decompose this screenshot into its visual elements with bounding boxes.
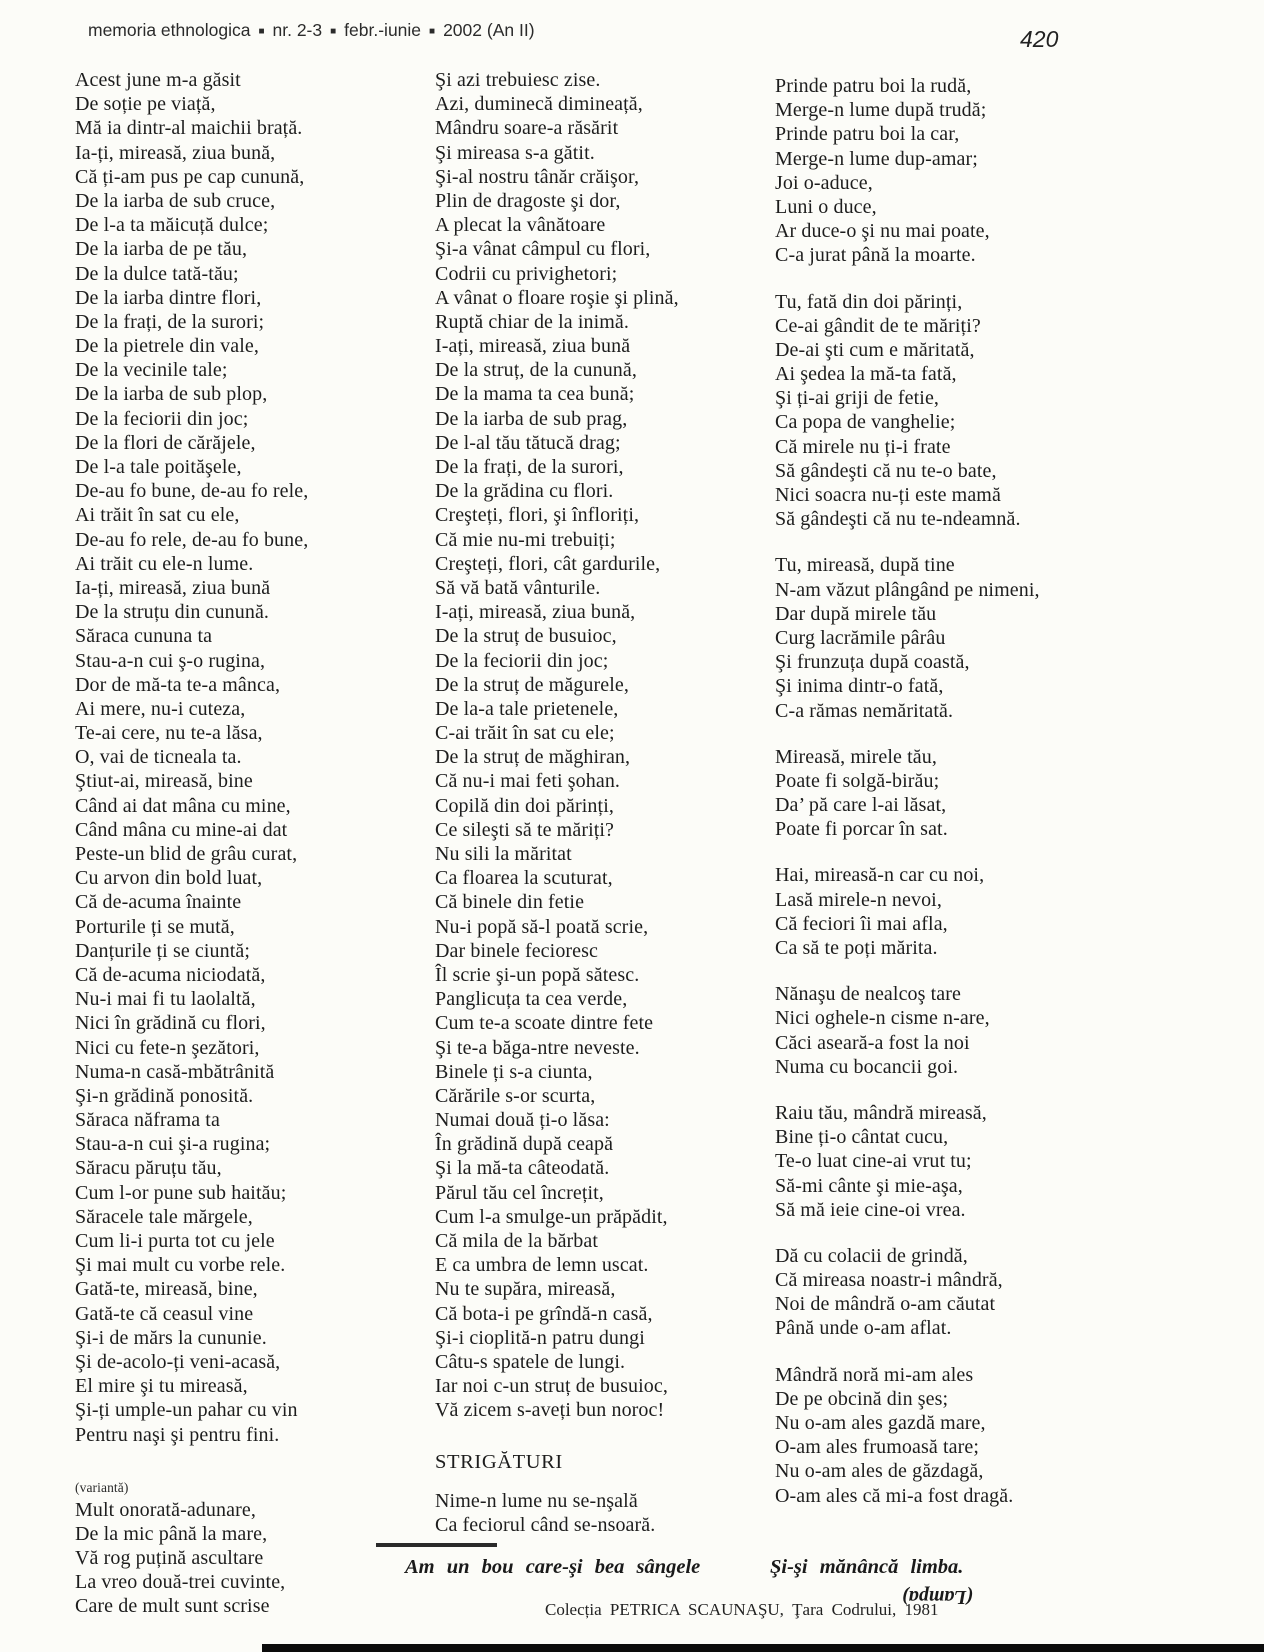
verse-line: N-am văzut plângând pe nimeni, [775, 578, 1040, 601]
verse-line: Ruptă chiar de la inimă. [435, 310, 630, 333]
verse-line: Nici soacra nu-ți este mamă [775, 484, 1001, 506]
verse-line: Da’ pă care l-ai lăsat, [775, 794, 947, 817]
verse-line: De la vecinile tale; [75, 359, 228, 382]
footer-quote-left: Am un bou care-şi bea sângele [405, 1556, 701, 1578]
verse-line: Ce-ai gândit de te măriți? [775, 314, 981, 337]
verse-line: Că binele din fetie [435, 891, 585, 914]
separator-square-icon: ■ [258, 26, 265, 37]
stanza [435, 1489, 785, 1537]
verse-line: A plecat la vânătoare [435, 214, 606, 237]
verse-line: O-am ales frumoasă tare; [775, 1436, 979, 1459]
verse-line: Ce sileşti să te măriți? [435, 818, 615, 841]
variant-note: (variantă) [75, 1479, 129, 1495]
verse-line: De la frați, de la surori; [75, 310, 265, 333]
verse-line: Raiu tău, mândră mireasă, [775, 1101, 987, 1124]
verse-line: I-ați, mireasă, ziua bună, [435, 601, 636, 624]
verse-line: Creşteți, flori, cât gardurile, [435, 552, 661, 575]
verse-line: Dă cu colacii de grindă, [775, 1244, 968, 1267]
verse-line: I-ați, mireasă, ziua bună [435, 335, 631, 358]
stanza [775, 290, 1175, 532]
verse-line: Că nu-i mai feti şohan. [435, 770, 621, 793]
verse-line: Ai trăit cu ele-n lume. [75, 552, 254, 575]
poem-column-2 [435, 68, 785, 1537]
verse-line: De la iarba de sub cruce, [75, 189, 276, 212]
verse-line: Numa cu bocancii goi. [775, 1055, 959, 1078]
section-heading: STRIGĂTURI [435, 1450, 563, 1473]
verse-line: Binele ți s-a ciunta, [435, 1060, 593, 1083]
header-issue-months: febr.-iunie [344, 20, 422, 40]
verse-line: Săraca năframa ta [75, 1109, 220, 1132]
verse-line: Cum l-or pune sub haitău; [75, 1181, 287, 1204]
verse-line: De la iarba de sub prag, [435, 407, 628, 430]
verse-line: Hai, mireasă-n car cu noi, [775, 864, 985, 887]
verse-line: Luni o duce, [775, 195, 877, 218]
stanza [775, 745, 1175, 842]
verse-line: Că feciori îi mai afla, [775, 912, 948, 935]
footer-quote-right: Şi-şi mănâncă limba. [770, 1556, 964, 1578]
verse-line: Şi te-a băga-ntre neveste. [435, 1036, 640, 1059]
verse-line: Mireasă, mirele tău, [775, 745, 937, 768]
verse-line: Cu arvon din bold luat, [75, 867, 263, 890]
verse-line: Mă ia dintr-al maichii brață. [75, 117, 303, 140]
verse-line: Şi-i de mărs la cununie. [75, 1326, 267, 1349]
verse-line: Lasă mirele-n nevoi, [775, 888, 942, 911]
verse-line: Stau-a-n cui ş-o rugina, [75, 649, 266, 672]
verse-line: De-au fo rele, de-au fo bune, [75, 528, 309, 551]
verse-line: Te-o luat cine-ai vrut tu; [775, 1150, 972, 1173]
separator-square-icon: ■ [429, 26, 436, 37]
verse-line: Şi-ți umple-un pahar cu vin [75, 1399, 298, 1422]
poem-column-3 [775, 74, 1175, 1530]
verse-line: Până unde o-am aflat. [775, 1317, 952, 1340]
verse-line: Bine ți-o cântat cucu, [775, 1126, 949, 1149]
verse-line: Nu o-am ales gazdă mare, [775, 1412, 986, 1434]
verse-line: Porturile ți se mută, [75, 915, 235, 938]
verse-line: Că mie nu-mi trebuiți; [435, 528, 616, 551]
scan-artifact-bar [262, 1644, 1264, 1652]
verse-line: Ca floarea la scuturat, [435, 867, 613, 890]
verse-line: De pe obcină din şes; [775, 1387, 949, 1410]
verse-line: Şi la mă-ta câteodată. [435, 1157, 610, 1180]
verse-line: Merge-n lume dup-amar; [775, 147, 978, 170]
verse-line: Nu sili la măritat [435, 843, 572, 865]
verse-line: De la struț, de la cunună, [435, 359, 637, 382]
verse-line: Nu o-am ales de găzdagă, [775, 1460, 984, 1483]
verse-line: Noi de mândră o-am căutat [775, 1293, 996, 1316]
page-number: 420 [1020, 26, 1059, 52]
verse-line: Peste-un blid de grâu curat, [75, 843, 298, 865]
verse-line: De-au fo bune, de-au fo rele, [75, 480, 309, 503]
verse-line: Dar după mirele tău [775, 602, 937, 625]
journal-title: memoria ethnologica [88, 20, 251, 40]
verse-line: Nănaşu de nealcoş tare [775, 983, 961, 1006]
verse-line: De la struț de măgurele, [435, 673, 629, 696]
verse-line: Prinde patru boi la rudă, [775, 75, 972, 97]
verse-line: C-ai trăit în sat cu ele; [435, 722, 615, 745]
verse-line: Şi-al nostru tânăr crăişor, [435, 165, 640, 188]
verse-line: Dar binele fecioresc [435, 939, 599, 962]
verse-line: Şi mai mult cu vorbe rele. [75, 1254, 286, 1277]
verse-line: Acest june m-a găsit [75, 69, 241, 91]
verse-line: Creşteți, flori, şi înfloriți, [435, 504, 640, 527]
verse-line: Azi, duminecă dimineață, [435, 93, 643, 116]
verse-line: O-am ales că mi-a fost dragă. [775, 1484, 1014, 1507]
verse-line: De l-a tale poităşele, [75, 456, 242, 478]
verse-line: Numai două ți-o lăsa: [435, 1109, 610, 1132]
verse-line: Părul tău cel încrețit, [435, 1181, 604, 1204]
verse-line: C-a jurat până la moarte. [775, 244, 976, 267]
verse-line: De la feciorii din joc; [435, 649, 609, 672]
verse-line: Căci aseară-a fost la noi [775, 1031, 970, 1054]
verse-line: De la pietrele din vale, [75, 335, 259, 358]
verse-line: Ca să te poți mărita. [775, 937, 938, 959]
verse-line: Cărările s-or scurta, [435, 1084, 596, 1107]
verse-line: Că de-acuma înainte [75, 891, 242, 914]
verse-line: Şi azi trebuiesc zise. [435, 69, 601, 91]
verse-line: Nici în grădină cu flori, [75, 1012, 266, 1035]
verse-line: Ar duce-o şi nu mai poate, [775, 220, 990, 243]
footnote-divider-rule [376, 1543, 497, 1547]
verse-line: A vânat o floare roşie şi plină, [435, 286, 679, 309]
verse-line: De la frați, de la surori, [435, 456, 624, 478]
verse-line: Nu te supăra, mireasă, [435, 1278, 616, 1301]
verse-line: Când ai dat mâna cu mine, [75, 794, 291, 817]
verse-line: Joi o-aduce, [775, 171, 873, 194]
verse-line: Dor de mă-ta te-a mânca, [75, 673, 281, 696]
verse-line: Nici cu fete-n şezători, [75, 1036, 260, 1059]
stanza [775, 553, 1175, 722]
verse-line: De la dulce tată-tău; [75, 262, 239, 285]
verse-line: De la flori de cărăjele, [75, 431, 256, 454]
stanza [775, 74, 1175, 268]
verse-line: Cum li-i purta tot cu jele [75, 1230, 275, 1252]
separator-square-icon: ■ [330, 26, 337, 37]
verse-line: Ia-ți, mireasă, ziua bună [75, 576, 271, 599]
verse-line: Gată-te, mireasă, bine, [75, 1278, 258, 1301]
verse-line: De la iarba dintre flori, [75, 286, 262, 309]
verse-line: Ca feciorul când se-nsoară. [435, 1513, 656, 1536]
verse-line: Ca popa de vanghelie; [775, 411, 956, 434]
verse-line: Te-ai cere, nu te-a lăsa, [75, 722, 263, 745]
verse-line: Nu-i popă să-l poată scrie, [435, 915, 649, 938]
verse-line: De la iarba de pe tău, [75, 238, 248, 261]
verse-line: Prinde patru boi la car, [775, 123, 960, 146]
verse-line: Să mă ieie cine-oi vrea. [775, 1198, 966, 1221]
verse-line: E ca umbra de lemn uscat. [435, 1254, 649, 1277]
verse-line: De la feciorii din joc; [75, 407, 249, 430]
verse-line: Mândru soare-a răsărit [435, 117, 619, 140]
verse-line: De soție pe viață, [75, 93, 216, 116]
verse-line: Stau-a-n cui şi-a rugina; [75, 1133, 271, 1156]
verse-line: În grădină după ceapă [435, 1133, 614, 1156]
stanza [775, 1101, 1175, 1222]
verse-line: Curg lacrămile pârâu [775, 626, 946, 649]
verse-line: Pentru naşi şi pentru fini. [75, 1423, 280, 1446]
verse-line: Săracu păruțu tău, [75, 1157, 222, 1180]
rotated-attribution: (Lampa) [902, 1586, 974, 1608]
verse-line: Codrii cu privighetori; [435, 262, 618, 285]
verse-line: Că mirele nu ți-i frate [775, 435, 951, 458]
verse-line: De l-a ta măicuță dulce; [75, 214, 269, 237]
verse-line: Şi mireasa s-a gătit. [435, 141, 595, 164]
verse-line: Că de-acuma niciodată, [75, 963, 266, 986]
verse-line: C-a rămas nemăritată. [775, 699, 954, 722]
verse-line: O, vai de ticneala ta. [75, 746, 242, 769]
verse-line: Numa-n casă-mbătrânită [75, 1060, 275, 1083]
verse-line: De la mic până la mare, [75, 1522, 268, 1545]
verse-line: Iar noi c-un struț de busuioc, [435, 1375, 668, 1398]
verse-line: Panglicuța ta cea verde, [435, 988, 628, 1011]
verse-line: Nime-n lume nu se-nşală [435, 1489, 638, 1512]
verse-line: Merge-n lume după trudă; [775, 99, 987, 122]
verse-line: Câtu-s spatele de lungi. [435, 1350, 626, 1373]
verse-line: Săraca cununa ta [75, 625, 213, 648]
verse-line: Ai trăit în sat cu ele, [75, 504, 240, 527]
verse-line: Gată-te că ceasul vine [75, 1302, 254, 1325]
verse-line: El mire şi tu mireasă, [75, 1375, 248, 1398]
verse-line: Când mâna cu mine-ai dat [75, 818, 288, 841]
verse-line: Danțurile ți se ciuntă; [75, 939, 251, 962]
verse-line: Vă rog puțină ascultare [75, 1547, 264, 1570]
verse-line: Vă zicem s-aveți bun noroc! [435, 1399, 665, 1422]
verse-line: De la-a tale prietenele, [435, 697, 619, 720]
verse-line: Plin de dragoste şi dor, [435, 189, 621, 212]
verse-line: Nu-i mai fi tu laolaltă, [75, 988, 256, 1011]
verse-line: Tu, mireasă, după tine [775, 554, 955, 577]
verse-line: Să vă bată vânturile. [435, 576, 601, 599]
verse-line: Cum te-a scoate dintre fete [435, 1012, 654, 1035]
verse-line: De l-al tău tătucă drag; [435, 431, 621, 454]
verse-line: Mândră noră mi-am ales [775, 1363, 974, 1386]
collection-credit: Colecția PETRICA SCAUNAŞU, Ţara Codrului, 1981 [545, 1600, 939, 1619]
verse-line: Nici oghele-n cisme n-are, [775, 1007, 990, 1030]
journal-header [88, 20, 535, 41]
verse-line: Tu, fată din doi părinți, [775, 290, 963, 313]
verse-line: De la struț de măghiran, [435, 746, 631, 769]
verse-line: Şi-i cioplită-n patru dungi [435, 1326, 645, 1349]
verse-line: Că mila de la bărbat [435, 1230, 599, 1252]
stanza [775, 1244, 1175, 1341]
stanza [75, 68, 425, 1447]
verse-line: Să gândeşti că nu te-o bate, [775, 459, 997, 482]
verse-line: Poate fi solgă-birău; [775, 769, 940, 792]
verse-line: Săracele tale mărgele, [75, 1205, 253, 1228]
verse-line: De la struțu din cunună. [75, 601, 270, 624]
verse-line: Poate fi porcar în sat. [775, 818, 948, 841]
stanza [775, 982, 1175, 1079]
verse-line: Că mireasa noastr-i mândră, [775, 1269, 1003, 1292]
verse-line: Ai şedea la mă-ta fată, [775, 363, 957, 386]
verse-line: Ştiut-ai, mireasă, bine [75, 770, 253, 793]
verse-line: Cum l-a smulge-un prăpădit, [435, 1205, 668, 1228]
verse-line: Îl scrie şi-un popă sătesc. [435, 963, 640, 986]
stanza [75, 1498, 425, 1619]
verse-line: De la iarba de sub plop, [75, 383, 268, 406]
poem-column-1 [75, 68, 425, 1619]
verse-line: Care de mult sunt scrise [75, 1595, 270, 1618]
stanza [775, 863, 1175, 960]
header-issue-number: nr. 2-3 [272, 20, 323, 40]
verse-line: Şi-n grădină ponosită. [75, 1084, 254, 1107]
verse-line: La vreo două-trei cuvinte, [75, 1571, 286, 1594]
verse-line: De la grădina cu flori. [435, 480, 614, 503]
verse-line: Să-mi cânte şi mie-aşa, [775, 1174, 963, 1197]
verse-line: Să gândeşti că nu te-ndeamnă. [775, 508, 1021, 531]
verse-line: Ia-ți, mireasă, ziua bună, [75, 141, 276, 164]
verse-line: Că bota-i pe grîndă-n casă, [435, 1302, 653, 1325]
verse-line: Ai mere, nu-i cuteza, [75, 697, 246, 720]
verse-line: Şi ți-ai griji de fetie, [775, 387, 940, 410]
verse-line: Şi inima dintr-o fată, [775, 675, 944, 698]
verse-line: Copilă din doi părinți, [435, 794, 614, 817]
stanza [435, 68, 785, 1423]
verse-line: Şi-a vânat câmpul cu flori, [435, 238, 651, 261]
header-issue-year: 2002 (An II) [443, 20, 535, 40]
verse-line: Şi de-acolo-ți veni-acasă, [75, 1350, 281, 1373]
verse-line: Că ți-am pus pe cap cunună, [75, 165, 305, 188]
stanza [775, 1363, 1175, 1508]
verse-line: Mult onorată-adunare, [75, 1498, 256, 1521]
verse-line: Şi frunzuța după coastă, [775, 651, 970, 674]
verse-line: De-ai şti cum e măritată, [775, 338, 975, 361]
verse-line: De la struț de busuioc, [435, 625, 617, 648]
verse-line: De la mama ta cea bună; [435, 383, 635, 406]
